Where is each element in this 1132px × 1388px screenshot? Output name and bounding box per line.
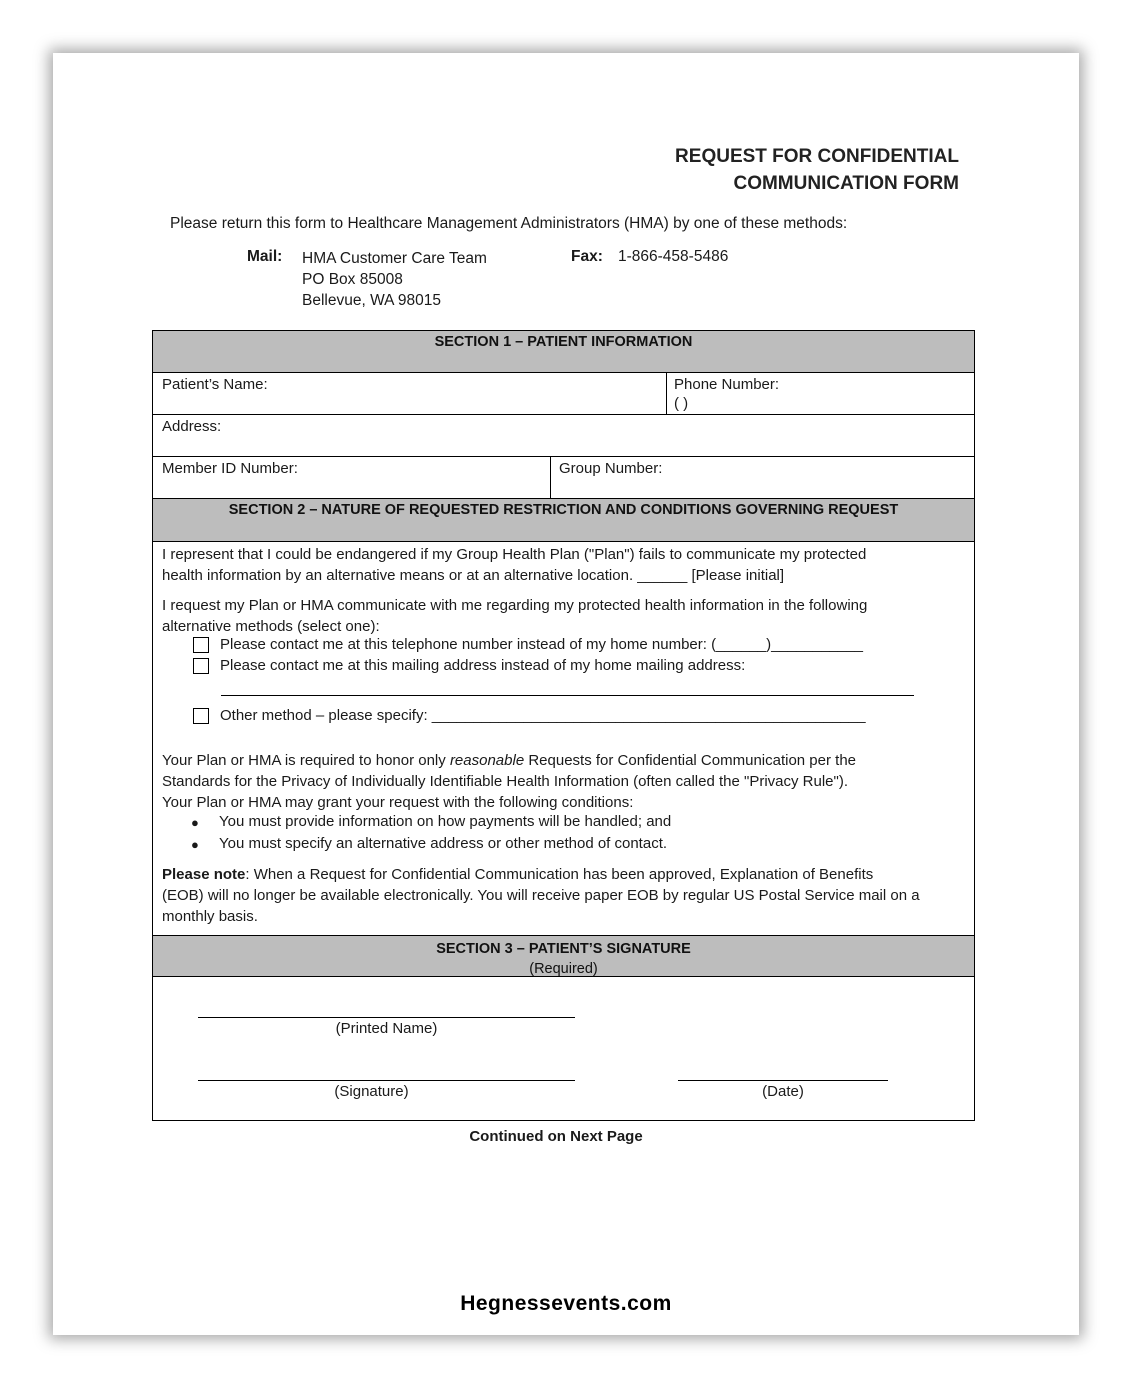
note-line3: monthly basis. [162, 908, 258, 925]
request-line2: alternative methods (select one): [162, 618, 380, 635]
patient-name-label[interactable]: Patient’s Name: [162, 376, 268, 393]
telephone-option-checkbox[interactable] [193, 637, 209, 653]
section1-header [153, 331, 974, 373]
section2-title: SECTION 2 – NATURE OF REQUESTED RESTRICTION AND CONDITIONS GOVERNING REQUEST [228, 502, 899, 518]
mail-address [302, 248, 487, 311]
reasonable-requests-paragraph [162, 750, 856, 813]
section3-header [153, 935, 974, 977]
signature-line[interactable] [198, 1080, 575, 1081]
telephone-option-label: Please contact me at this telephone number instead of my home number: (______)___________ [220, 636, 863, 653]
please-note-paragraph [162, 864, 920, 927]
condition-alternative-contact: You must specify an alternative address or other method of contact. [219, 835, 668, 852]
section2-header [153, 499, 974, 542]
section3-title: SECTION 3 – PATIENT’S SIGNATURE [436, 941, 691, 957]
bullet-dot: ● [191, 837, 199, 852]
mail-address-line1: HMA Customer Care Team [302, 250, 487, 267]
mailing-address-blank[interactable] [221, 695, 914, 696]
intro-text: Please return this form to Healthcare Management Administrators (HMA) by one of these methods: [170, 215, 848, 232]
member-id-label[interactable]: Member ID Number: [162, 460, 298, 477]
site-watermark: Hegnessevents.com [460, 1292, 672, 1315]
address-label[interactable]: Address: [162, 418, 222, 435]
other-method-option-checkbox[interactable] [193, 708, 209, 724]
column-divider [550, 457, 551, 498]
form-title-line2: COMMUNICATION FORM [733, 173, 959, 194]
mailing-address-option-checkbox[interactable] [193, 658, 209, 674]
endangerment-line2[interactable]: health information by an alternative means or at an alternative location. ______ [Please initial] [162, 567, 785, 584]
mailing-address-option-label: Please contact me at this mailing address instead of my home mailing address: [220, 657, 746, 674]
endangerment-line1: I represent that I could be endangered if my Group Health Plan ("Plan") fails to communicate my protected [162, 546, 867, 563]
fax-number: 1-866-458-5486 [618, 248, 729, 265]
document-page [53, 53, 1079, 1335]
date-line[interactable] [678, 1080, 888, 1081]
mail-label: Mail: [247, 248, 283, 265]
section1-title: SECTION 1 – PATIENT INFORMATION [434, 334, 693, 350]
printed-name-caption: (Printed Name) [335, 1020, 438, 1037]
request-line1: I request my Plan or HMA communicate with me regarding my protected health information in the following [162, 597, 868, 614]
form-title-line1: REQUEST FOR CONFIDENTIAL [675, 146, 959, 167]
request-statement [162, 595, 867, 637]
bullet-dot: ● [191, 815, 199, 830]
form-title [675, 143, 959, 197]
reasonable-line3: Your Plan or HMA may grant your request with the following conditions: [162, 794, 634, 811]
group-number-label[interactable]: Group Number: [559, 460, 663, 477]
reasonable-line2: Standards for the Privacy of Individually Identifiable Health Information (often called the "Privacy Rule"). [162, 773, 848, 790]
endangerment-statement [162, 544, 866, 586]
member-group-row [153, 457, 974, 499]
patient-name-phone-row [153, 373, 974, 415]
printed-name-line[interactable] [198, 1017, 575, 1018]
note-label: Please note [162, 866, 246, 883]
column-divider [666, 373, 667, 414]
fax-label: Fax: [571, 248, 603, 265]
phone-number-label[interactable]: Phone Number: [674, 376, 780, 393]
note-line2: (EOB) will no longer be available electronically. You will receive paper EOB by regular US Postal Service mail on a [162, 887, 920, 904]
signature-caption: (Signature) [334, 1083, 409, 1100]
date-caption: (Date) [762, 1083, 804, 1100]
condition-payments: You must provide information on how payments will be handled; and [219, 813, 672, 830]
mail-address-line3: Bellevue, WA 98015 [302, 292, 442, 309]
address-row [153, 415, 974, 457]
request-form [152, 330, 975, 1121]
phone-area-code-field[interactable]: ( ) [674, 395, 689, 412]
mail-address-line2: PO Box 85008 [302, 271, 403, 288]
section3-required-note: (Required) [529, 961, 598, 977]
note-line1: Please note: When a Request for Confidential Communication has been approved, Explanation of Benefits [162, 866, 874, 883]
other-method-option-label: Other method – please specify: ____________________________________________________ [220, 707, 866, 724]
continued-note: Continued on Next Page [469, 1128, 643, 1145]
reasonable-line1: Your Plan or HMA is required to honor only reasonable Requests for Confidential Communication per the [162, 752, 857, 769]
